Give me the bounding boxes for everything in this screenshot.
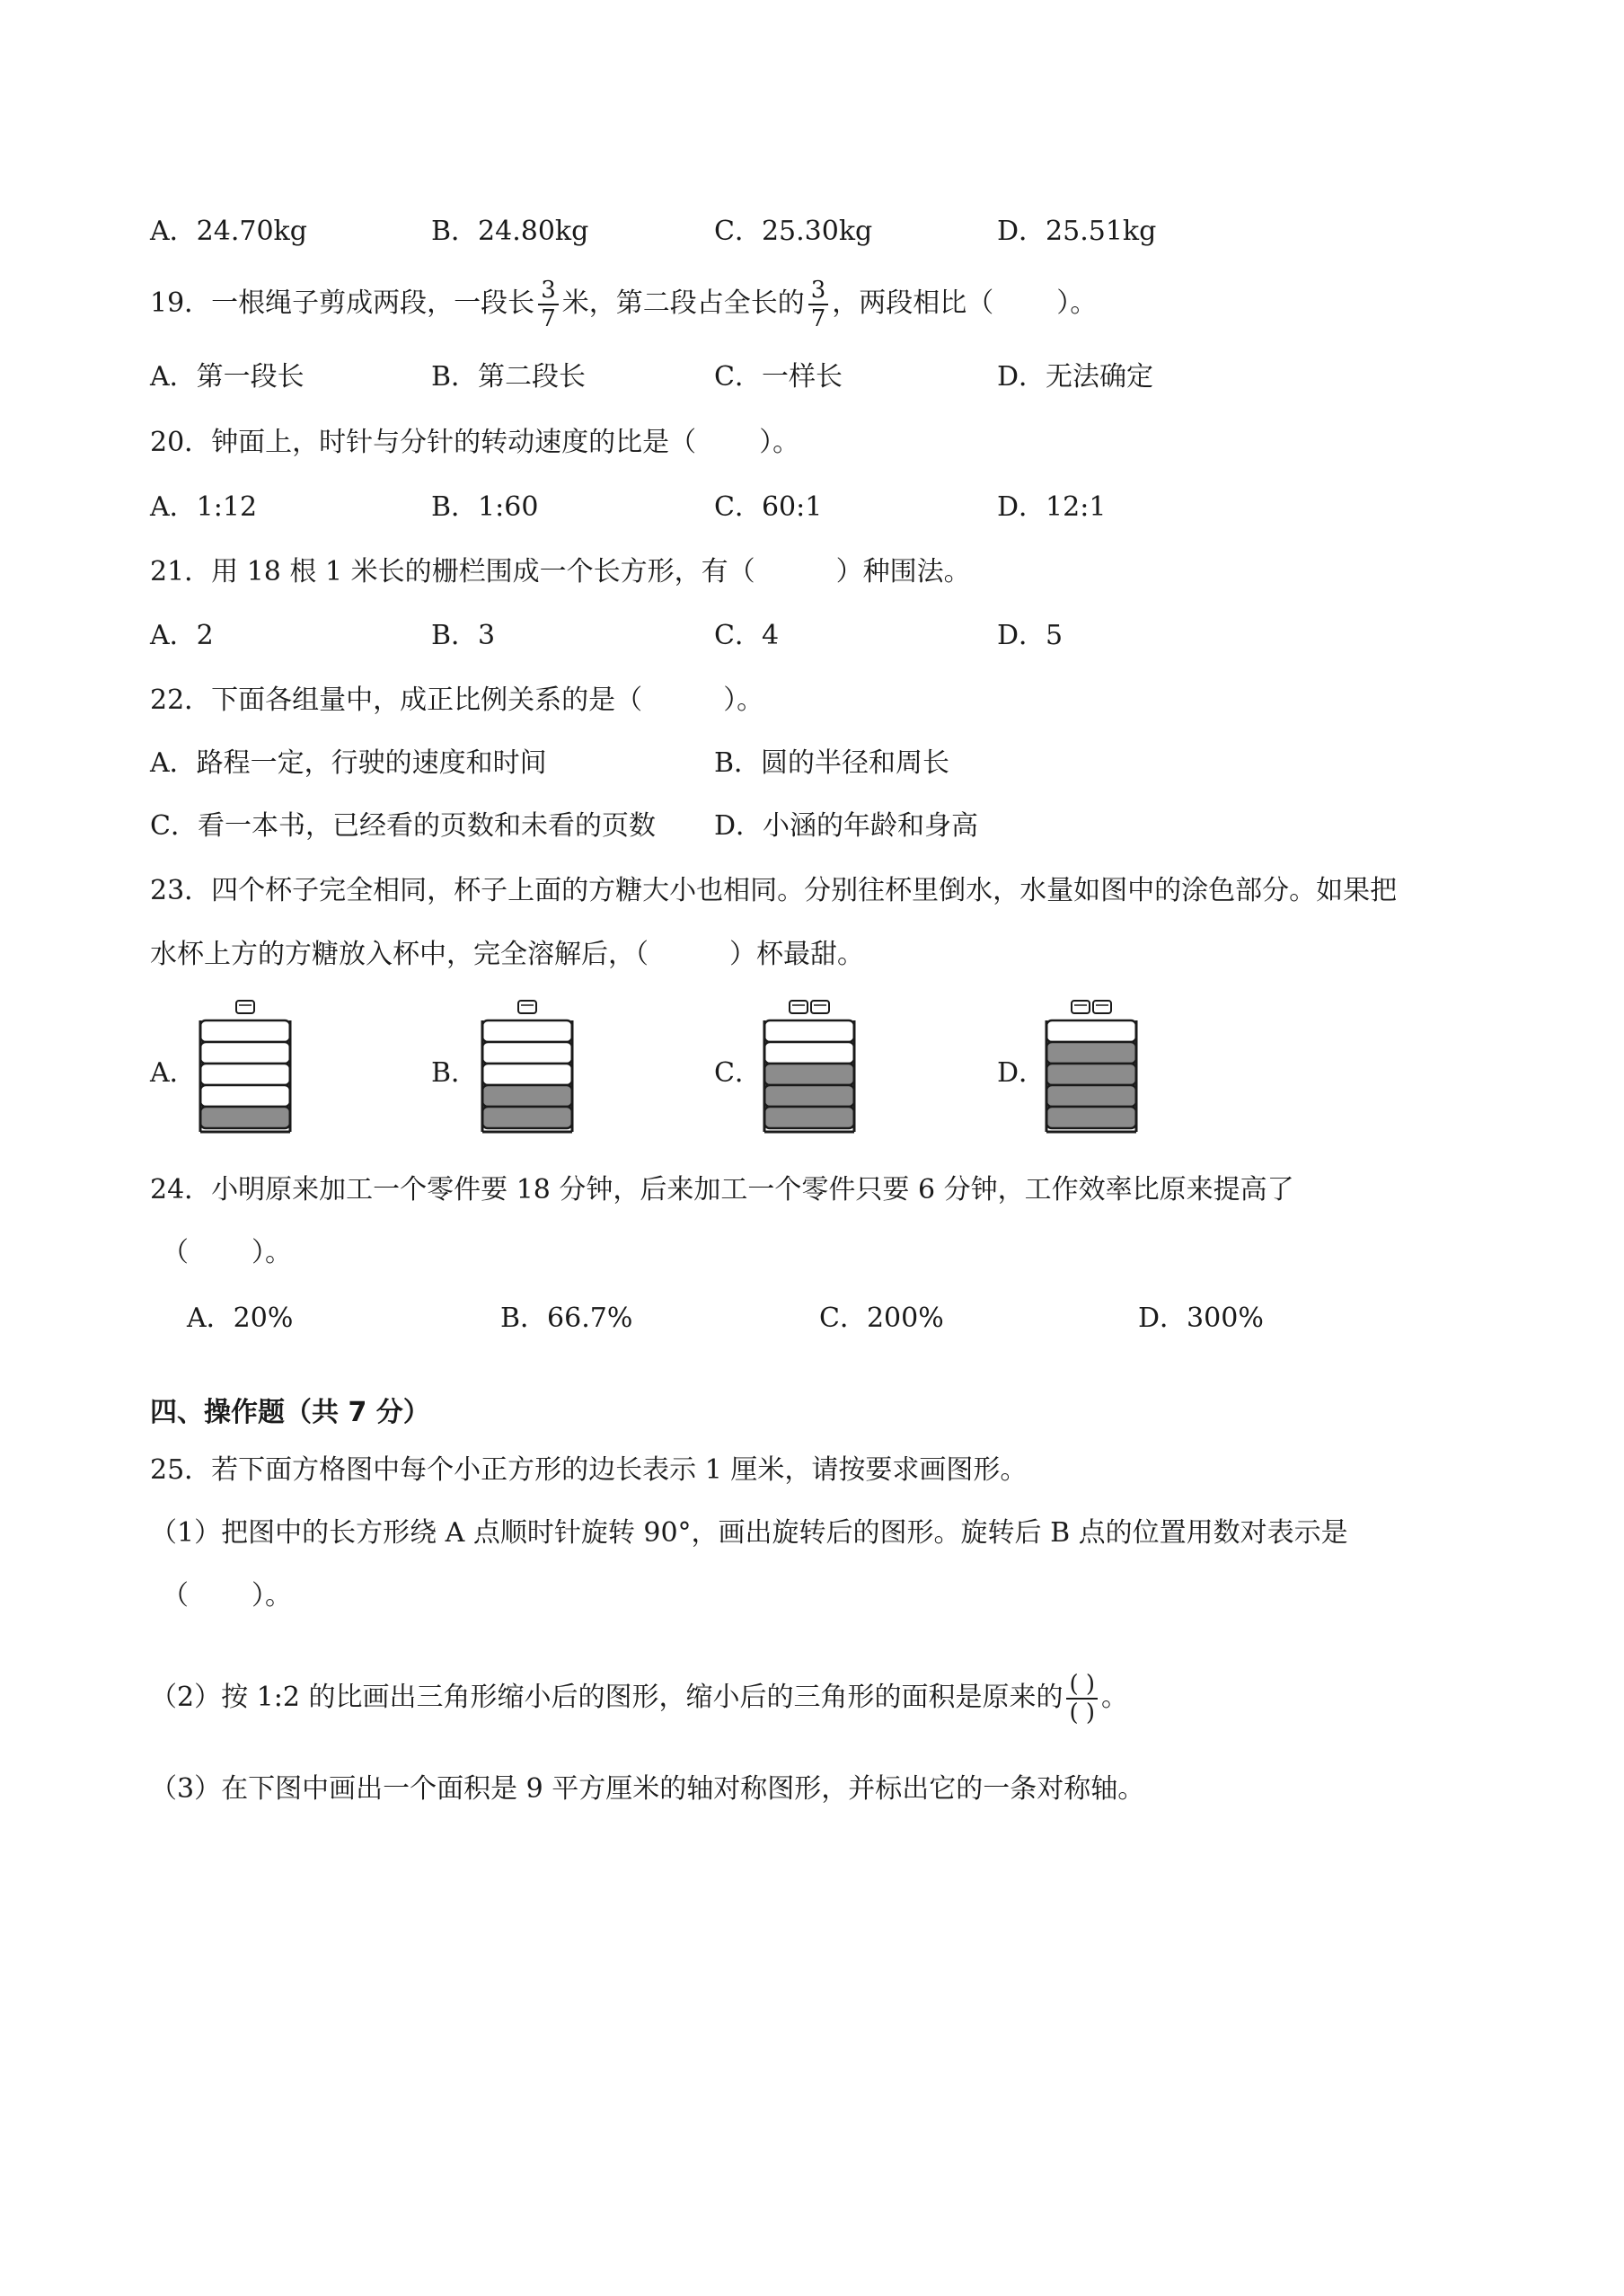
q22-question: [150, 683, 763, 719]
q19-option-c: C．一样长: [714, 361, 843, 393]
q19-fraction-1-den: 7: [541, 305, 556, 332]
q23-cup-b: [478, 997, 577, 1141]
q19-option-d: D．无法确定: [997, 361, 1154, 393]
q19-question: [150, 278, 1097, 331]
q24-option-d: D．300%: [1138, 1303, 1264, 1334]
q19-fraction-1: [538, 278, 559, 331]
q25-part-1-text-b: ）。: [252, 1580, 292, 1612]
section-4-heading: 四、操作题（共 7 分）: [150, 1397, 430, 1428]
cup-empty-layer: [200, 1020, 290, 1042]
q22-text-b: ）。: [723, 684, 764, 716]
q20-text-a: 20．钟面上，时针与分针的转动速度的比是（: [150, 427, 697, 458]
q22-option-d: D．小涵的年龄和身高: [714, 810, 979, 842]
sugar-cube: [790, 1001, 808, 1013]
q20-option-a: A．1:12: [150, 491, 258, 523]
cup-empty-layer: [200, 1042, 290, 1064]
q25-part-1-line-2: [162, 1578, 292, 1614]
q22-option-b: B．圆的半径和周长: [714, 747, 950, 779]
q23-text-b: ）杯最甜。: [729, 939, 864, 970]
q22-option-a: A．路程一定，行驶的速度和时间: [150, 747, 547, 779]
cup-water-layer: [764, 1085, 854, 1107]
q18-option-a: A．24.70kg: [150, 216, 307, 247]
q25-stem: 25．若下面方格图中每个小正方形的边长表示 1 厘米，请按要求画图形。: [150, 1454, 1028, 1486]
q20-option-b: B．1:60: [431, 491, 539, 523]
cup-empty-layer: [482, 1020, 572, 1042]
q19-text-4: ）。: [1056, 287, 1098, 319]
q24-option-c: C．200%: [819, 1303, 944, 1334]
q19-fraction-2-num: 3: [808, 278, 829, 305]
cup-water-layer: [1046, 1064, 1136, 1085]
q24-option-b: B．66.7%: [500, 1303, 633, 1334]
q21-text-a: 21．用 18 根 1 米长的栅栏围成一个长方形，有（: [150, 556, 755, 587]
cup-empty-layer: [482, 1042, 572, 1064]
q23-cup-label-d: D．: [997, 1057, 1046, 1089]
q19-text-1: 19．一根绳子剪成两段，一段长: [150, 287, 535, 319]
cup-empty-layer: [764, 1020, 854, 1042]
cup-water-layer: [1046, 1107, 1136, 1128]
q21-text-b: ）种围法。: [835, 556, 971, 587]
q21-option-d: D．5: [997, 620, 1064, 651]
cup-water-layer: [200, 1107, 290, 1128]
q21-option-c: C．4: [714, 620, 780, 651]
q23-cup-a: [196, 997, 295, 1141]
q23-cup-d: [1042, 997, 1141, 1141]
q21-question: [150, 554, 971, 590]
q24-text-a: （: [162, 1237, 189, 1268]
q25-part-1-line-1: （1）把图中的长方形绕 A 点顺时针旋转 90°，画出旋转后的图形。旋转后 B 点的位置用数对表示是: [150, 1517, 1348, 1549]
q18-option-c: C．25.30kg: [714, 216, 873, 247]
q23-line-2: [150, 937, 864, 973]
q23-cup-c: [760, 997, 859, 1141]
q25-part-3: （3）在下图中画出一个面积是 9 平方厘米的轴对称图形，并标出它的一条对称轴。: [150, 1773, 1145, 1805]
q23-cup-label-c: C．: [714, 1057, 762, 1089]
q21-option-b: B．3: [431, 620, 496, 651]
q19-fraction-2-den: 7: [810, 305, 826, 332]
q20-option-d: D．12:1: [997, 491, 1107, 523]
q19-fraction-2: [808, 278, 829, 331]
cup-water-layer: [482, 1107, 572, 1128]
q20-question: [150, 425, 799, 461]
q25-part-2-num: ( ): [1066, 1673, 1098, 1700]
cup-empty-layer: [482, 1064, 572, 1085]
q19-option-b: B．第二段长: [431, 361, 587, 393]
sugar-cube: [236, 1001, 254, 1013]
cup-water-layer: [482, 1085, 572, 1107]
q20-text-b: ）。: [759, 427, 800, 458]
q25-part-2-den: ( ): [1069, 1700, 1096, 1726]
q23-cup-label-b: B．: [431, 1057, 479, 1089]
cup-empty-layer: [200, 1085, 290, 1107]
cup-empty-layer: [1046, 1020, 1136, 1042]
q25-part-2-text-b: 。: [1101, 1682, 1129, 1713]
q25-part-2: [150, 1673, 1128, 1725]
cup-water-layer: [764, 1107, 854, 1128]
q23-text-a: 水杯上方的方糖放入杯中，完全溶解后，（: [150, 939, 649, 970]
q24-line-1: 24．小明原来加工一个零件要 18 分钟，后来加工一个零件只要 6 分钟，工作效率比原来提高了: [150, 1174, 1294, 1205]
q21-option-a: A．2: [150, 620, 214, 651]
cup-empty-layer: [764, 1042, 854, 1064]
q23-cup-label-a: A．: [150, 1057, 197, 1089]
q24-text-b: ）。: [252, 1237, 292, 1268]
cup-water-layer: [764, 1064, 854, 1085]
q24-line-2: [162, 1235, 292, 1271]
sugar-cube: [811, 1001, 829, 1013]
q20-option-c: C．60:1: [714, 491, 823, 523]
sugar-cube: [1093, 1001, 1111, 1013]
q19-fraction-1-num: 3: [538, 278, 559, 305]
q23-line-1: 23．四个杯子完全相同，杯子上面的方糖大小也相同。分别往杯里倒水，水量如图中的涂色部分。如果把: [150, 875, 1398, 906]
cup-water-layer: [1046, 1085, 1136, 1107]
q19-option-a: A．第一段长: [150, 361, 304, 393]
q19-text-2: 米，第二段占全长的: [561, 287, 805, 319]
sugar-cube: [518, 1001, 536, 1013]
q18-option-d: D．25.51kg: [997, 216, 1157, 247]
q18-option-b: B．24.80kg: [431, 216, 589, 247]
cup-empty-layer: [200, 1064, 290, 1085]
q25-part-1-text-a: （: [162, 1580, 189, 1612]
q25-part-2-fraction-blank[interactable]: [1066, 1673, 1098, 1725]
q22-option-c: C．看一本书，已经看的页数和未看的页数: [150, 810, 656, 842]
q24-option-a: A．20%: [187, 1303, 294, 1334]
cup-water-layer: [1046, 1042, 1136, 1064]
q25-part-2-text-a: （2）按 1:2 的比画出三角形缩小后的图形，缩小后的三角形的面积是原来的: [150, 1682, 1064, 1713]
q19-text-3: ，两段相比（: [832, 287, 994, 319]
q22-text-a: 22．下面各组量中，成正比例关系的是（: [150, 684, 643, 716]
sugar-cube: [1072, 1001, 1090, 1013]
